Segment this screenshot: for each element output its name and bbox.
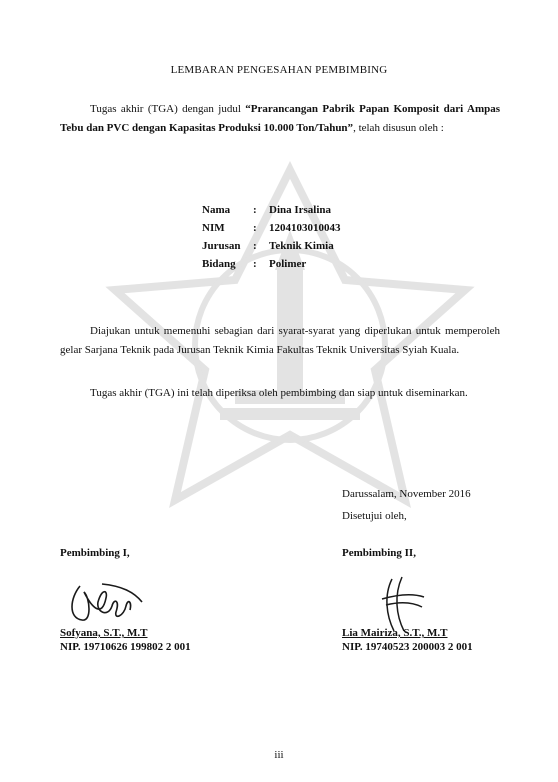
separator: : bbox=[253, 240, 257, 252]
supervisor1-role: Pembimbing I, bbox=[60, 547, 130, 559]
separator: : bbox=[253, 222, 257, 234]
signature-supervisor2 bbox=[372, 575, 432, 635]
bidang-label: Bidang bbox=[202, 258, 236, 270]
jurusan-value: Teknik Kimia bbox=[269, 240, 334, 252]
review-paragraph bbox=[60, 384, 500, 403]
signature-supervisor1 bbox=[62, 578, 162, 628]
name-value: Dina Irsalina bbox=[269, 204, 332, 216]
intro-paragraph bbox=[60, 100, 500, 138]
review-text: Tugas akhir (TGA) ini telah diperiksa oleh pembimbing dan siap untuk diseminarkan. bbox=[90, 387, 468, 399]
name-label: Nama bbox=[202, 204, 231, 216]
jurusan-row bbox=[202, 240, 341, 258]
supervisor2-name: Lia Mairiza, S.T., M.T bbox=[342, 627, 448, 639]
separator: : bbox=[253, 204, 257, 216]
page-number: iii bbox=[274, 749, 284, 761]
bidang-value: Polimer bbox=[269, 258, 307, 270]
purpose-paragraph bbox=[60, 322, 500, 360]
intro-suffix: , telah disusun oleh : bbox=[353, 122, 444, 134]
place-date: Darussalam, November 2016 bbox=[342, 488, 471, 500]
nim-label: NIM bbox=[202, 222, 225, 234]
nim-row bbox=[202, 222, 341, 240]
supervisor2-nip: NIP. 19740523 200003 2 001 bbox=[342, 641, 473, 653]
intro-prefix: Tugas akhir (TGA) dengan judul bbox=[90, 103, 246, 115]
page-title: LEMBARAN PENGESAHAN PEMBIMBING bbox=[170, 64, 388, 76]
student-info bbox=[202, 204, 341, 276]
separator: : bbox=[253, 258, 257, 270]
name-row bbox=[202, 204, 341, 222]
supervisor1-name: Sofyana, S.T., M.T bbox=[60, 627, 148, 639]
nim-value: 1204103010043 bbox=[269, 222, 341, 234]
approved-label: Disetujui oleh, bbox=[342, 510, 407, 522]
thesis-title: “Prarancangan Pabrik Papan Komposit dari Ampas Tebu dan PVC dengan Kapasitas Produksi 10.000 Ton/Tahun” bbox=[60, 103, 500, 134]
supervisor2-role: Pembimbing II, bbox=[342, 547, 416, 559]
supervisor1-nip: NIP. 19710626 199802 2 001 bbox=[60, 641, 191, 653]
jurusan-label: Jurusan bbox=[202, 240, 241, 252]
bidang-row bbox=[202, 258, 341, 276]
purpose-text: Diajukan untuk memenuhi sebagian dari syarat-syarat yang diperlukan untuk memperoleh gelar Sarjana Teknik pada Jurusan Teknik Kimia Fakultas Teknik Universitas Syiah Kuala. bbox=[60, 325, 500, 356]
